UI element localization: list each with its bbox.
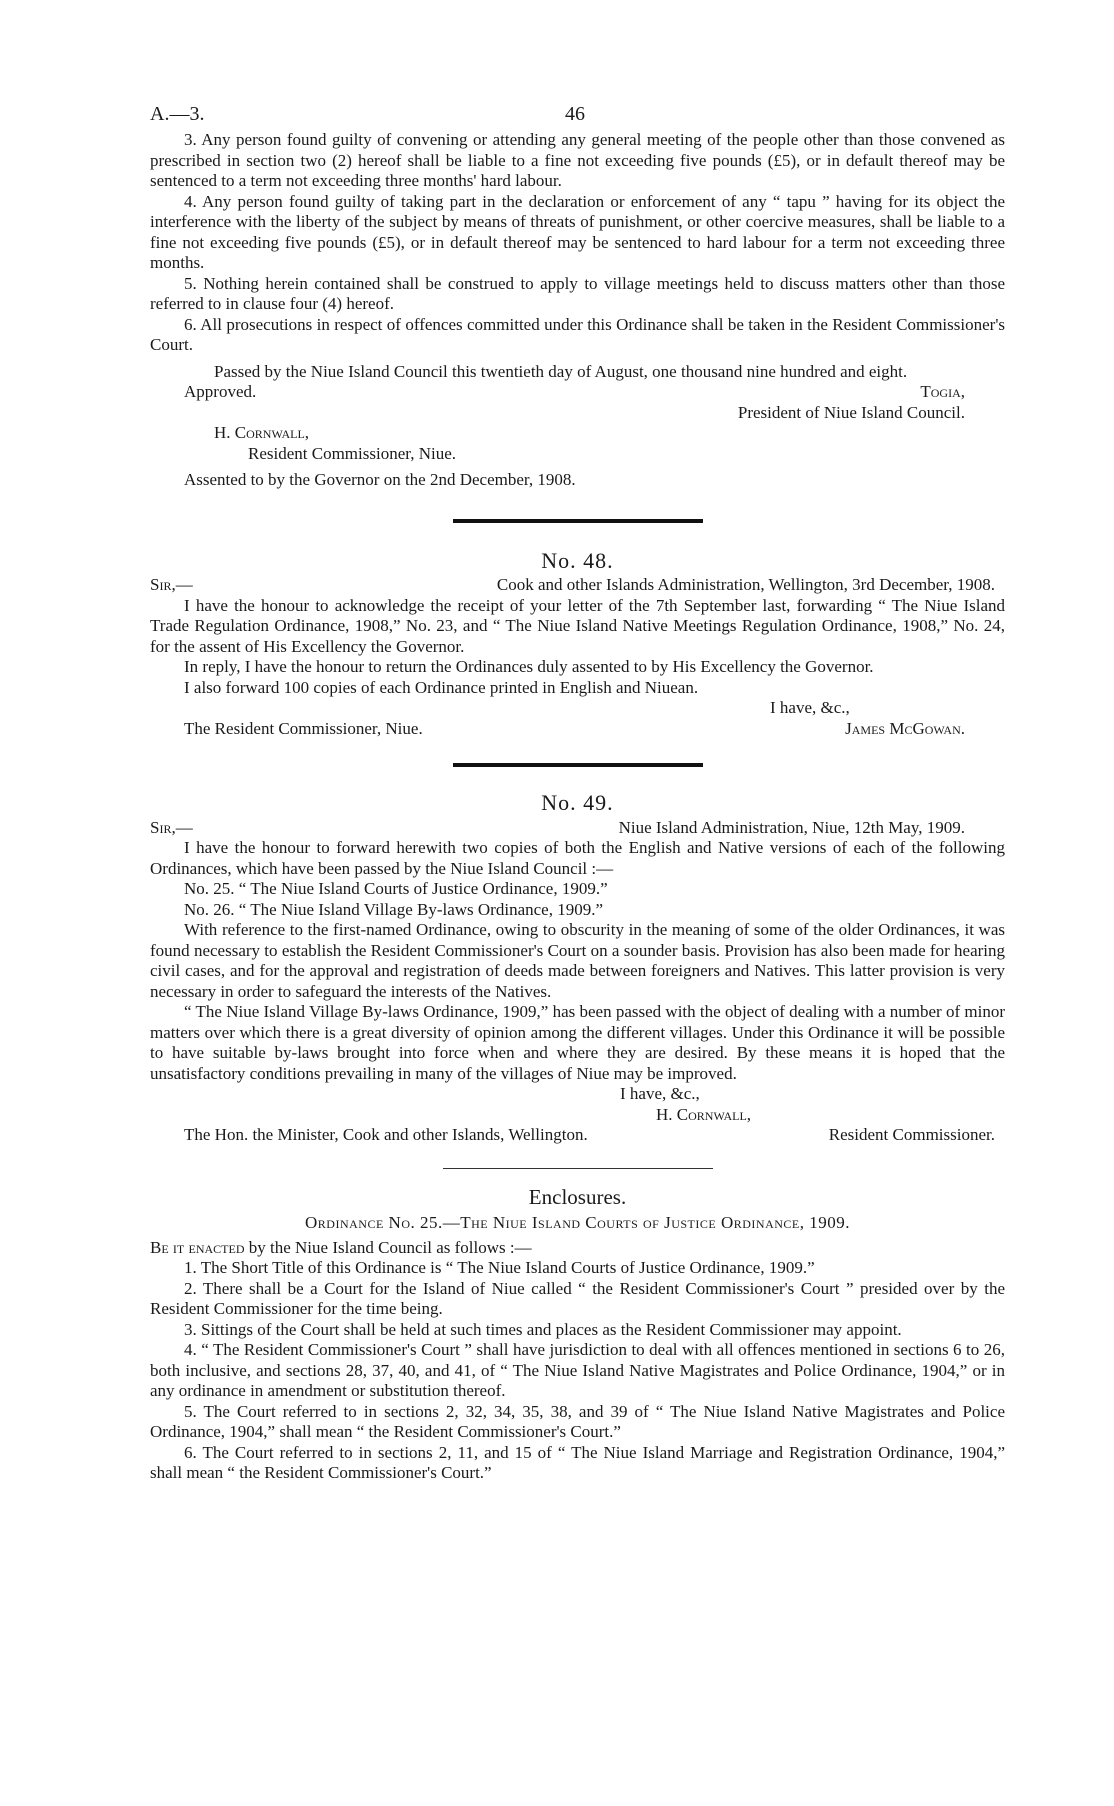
letter-48-addressee: The Resident Commissioner, Niue. [184,718,423,738]
president-signature [738,382,965,423]
document-reference: A.—3. [150,103,205,125]
enacting-rest: by the Niue Island Council as follows :— [244,1237,532,1257]
document-page [150,96,1005,1484]
president-title: President of Niue Island Council. [737,402,965,422]
letter-49-salutation: Sir,— [150,817,193,837]
letter-49-addressee: The Hon. the Minister, Cook and other Islands, Wellington. [184,1125,588,1144]
commissioner-title: Resident Commissioner, Niue. [248,443,457,463]
ordinance-clause: 2. There shall be a Court for the Island of Niue called “ the Resident Commissioner's Court ” presided over by the Resident Commissioner for the time being. [150,1278,1005,1318]
page-header [150,96,1005,130]
letter-49-number: No. 49. [541,790,614,815]
letter-48-heading [150,575,1005,596]
previous-ordinance-clauses [150,130,1005,356]
letter-48-footer [150,719,1005,740]
commissioner-signature [150,423,1005,464]
assent-statement: Assented to by the Governor on the 2nd December, 1908. [184,470,576,489]
passed-block [150,362,1005,491]
ordinance-clause: 3. Sittings of the Court shall be held at such times and places as the Resident Commissioner may appoint. [184,1319,902,1339]
ordinance-clause: 1. The Short Title of this Ordinance is “ The Niue Island Courts of Justice Ordinance, 1909.” [184,1258,815,1277]
letter-48-number: No. 48. [541,547,614,573]
letter-48-place-date: Cook and other Islands Administration, Wellington, 3rd December, 1908. [496,575,995,594]
clause-5: 5. Nothing herein contained shall be construed to apply to village meetings held to discuss matters other than those referred to in clause four (4) hereof. [150,273,1005,313]
page-number: 46 [565,103,585,125]
passed-statement: Passed by the Niue Island Council this twentieth day of August, one thousand nine hundred and eight. [214,361,908,381]
letter-49-paragraph: “ The Niue Island Village By-laws Ordinance, 1909,” has been passed with the object of dealing with a number of minor matters over which there is a great diversity of opinion among the different villages. Under this Ordinance it will be possible to have suitable by-laws brought into force when and where they are desired. By these means it is hoped that the unsatisfactory conditions prevailing in many of the villages of Niue may be improved. [150,1002,1005,1083]
ordinance-clause: 5. The Court referred to in sections 2, 32, 34, 35, 38, and 39 of “ The Niue Island Native Magistrates and Police Ordinance, 1904,” shall mean “ the Resident Commissioner's Court.” [150,1401,1005,1441]
letter-49 [150,790,1005,1146]
letter-48-paragraph: I have the honour to acknowledge the receipt of your letter of the 7th September last, forwarding “ The Niue Island Trade Regulation Ordinance, 1908,” No. 23, and “ The Niue Island Native Meetings Regulation Ordinance, 1908,” No. 24, for the assent of His Excellency the Governor. [150,595,1005,656]
approval-row [150,382,1005,423]
letter-48 [150,547,1005,740]
commissioner-name: H. Cornwall, [214,423,310,442]
ordinance-clause: 4. “ The Resident Commissioner's Court ” shall have jurisdiction to deal with all offences mentioned in sections 6 to 26, both inclusive, and sections 28, 37, 40, and 41, of “ The Niue Island Native Magistrates and Police Ordinance, 1904,” or in any ordinance in amendment or substitution thereof. [150,1340,1005,1400]
clause-6: 6. All prosecutions in respect of offences committed under this Ordinance shall be taken in the Resident Commissioner's Court. [150,314,1005,354]
letter-48-paragraph: In reply, I have the honour to return the Ordinances duly assented to by His Excellency the Governor. [184,657,874,676]
clause-3: 3. Any person found guilty of convening or attending any general meeting of the people other than those convened as prescribed in section two (2) hereof shall be liable to a fine not exceeding five pounds (£5), or in default thereof may be sentenced to a term not exceeding three months' hard labour. [150,130,1005,190]
ordinance-list-item: No. 25. “ The Niue Island Courts of Justice Ordinance, 1909.” [184,879,608,898]
letter-48-closing: I have, &c., [770,698,850,717]
ordinance-clause: 6. The Court referred to in sections 2, 11, and 15 of “ The Niue Island Marriage and Registration Ordinance, 1904,” shall mean “ the Resident Commissioner's Court.” [150,1442,1005,1482]
letter-48-paragraph: I also forward 100 copies of each Ordinance printed in English and Niuean. [184,677,699,697]
approved-label: Approved. [184,382,257,401]
letter-49-heading [150,818,1005,839]
enacting-lead: Be it enacted [150,1237,245,1257]
letter-49-signatory: H. Cornwall, [656,1104,752,1124]
letter-49-place-date: Niue Island Administration, Niue, 12th May, 1909. [618,817,965,837]
letter-48-salutation: Sir,— [150,575,193,594]
enclosures-title: Enclosures. [528,1184,627,1209]
letter-49-intro: I have the honour to forward herewith two copies of both the English and Native versions of each of the following Ordinances, which have been passed by the Niue Island Council :— [150,838,1005,878]
letter-49-paragraph: With reference to the first-named Ordinance, owing to obscurity in the meaning of some of the older Ordinances, it was found necessary to establish the Resident Commissioner's Court on a sounder basis. Provision has also been made for hearing civil cases, and for the approval and registration of deeds made between foreigners and Natives. This latter provision is very necessary in order to safeguard the interests of the Natives. [150,920,1005,1001]
clause-4: 4. Any person found guilty of taking part in the declaration or enforcement of any “ tapu ” having for its object the interference with the liberty of the subject by means of threats of punishment, or other coercive measures, shall be liable to a fine not exceeding five pounds (£5), or in default thereof may be sentenced to hard labour for a term not exceeding three months. [150,191,1005,272]
ordinance-title: Ordinance No. 25.—The Niue Island Courts of Justice Ordinance, 1909. [305,1213,850,1232]
enacting-clause [150,1238,1005,1259]
letter-48-signatory: James McGowan. [845,718,965,738]
president-name: Togia, [920,382,965,401]
enclosures [150,1184,1005,1484]
letter-49-closing: I have, &c., [620,1084,700,1103]
letter-49-footer [150,1125,1005,1146]
letter-49-signatory-title: Resident Commissioner. [828,1125,995,1144]
ordinance-list-item: No. 26. “ The Niue Island Village By-laws Ordinance, 1909.” [184,899,603,919]
